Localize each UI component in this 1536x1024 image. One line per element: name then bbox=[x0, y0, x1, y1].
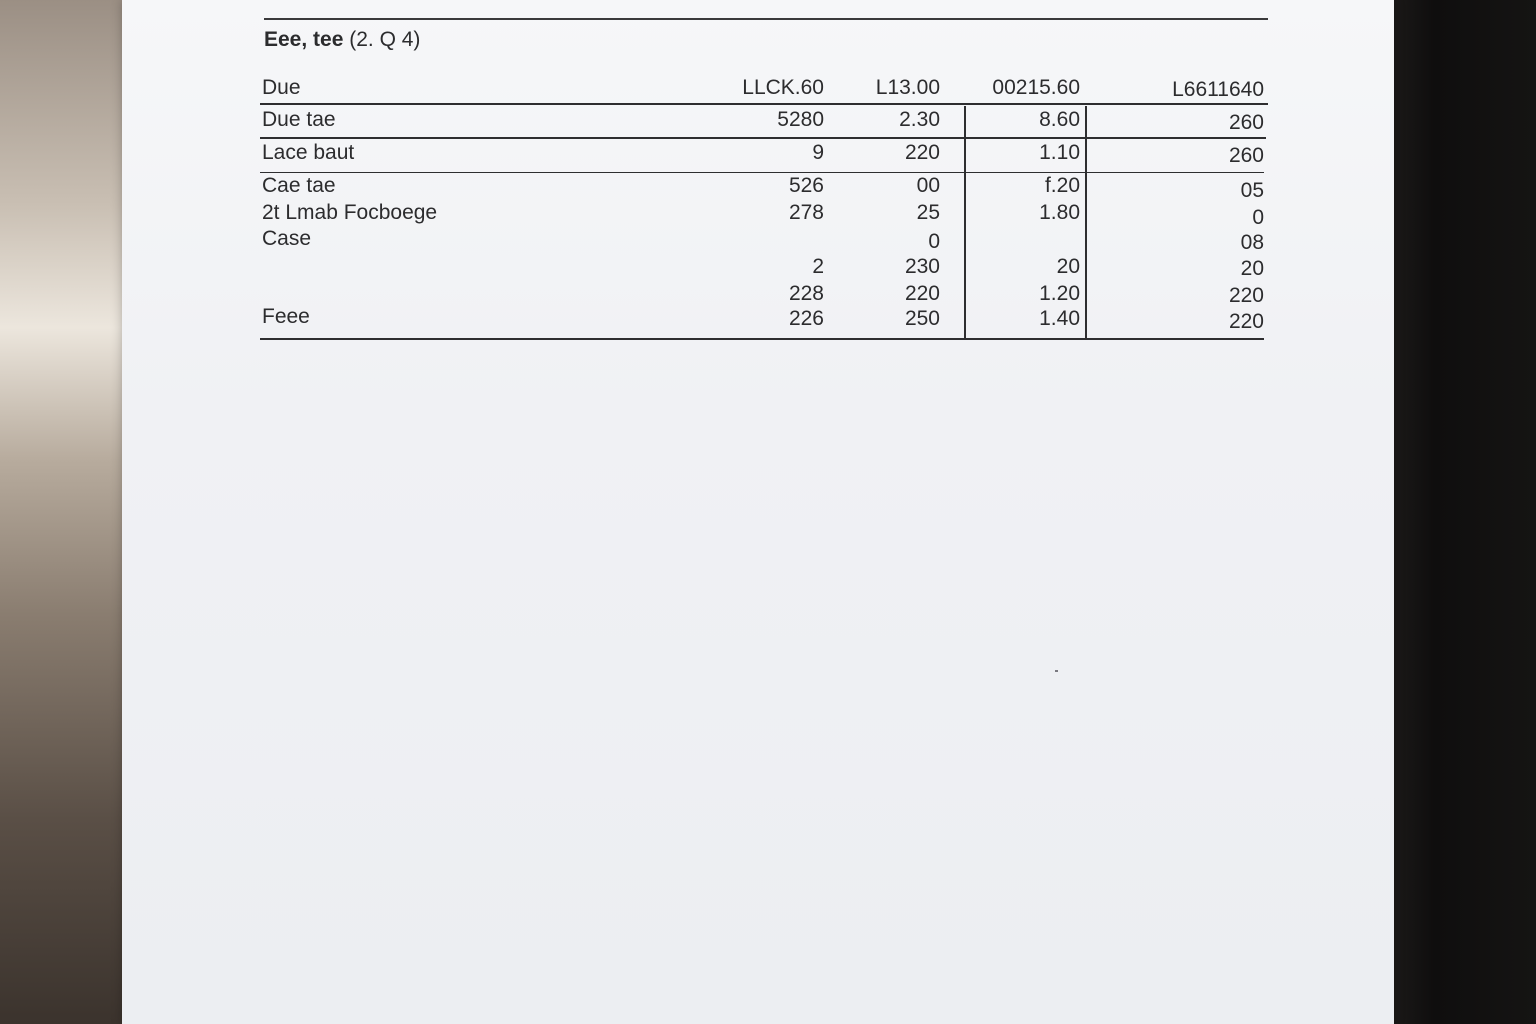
table-cell: 2t Lmab Focboege bbox=[262, 201, 438, 224]
table-cell: 20 bbox=[1056, 255, 1080, 278]
table-cell: 00 bbox=[916, 174, 940, 197]
table-cell: 260 bbox=[1228, 111, 1264, 134]
table-row bbox=[260, 108, 1268, 134]
table-cell: f.20 bbox=[1044, 174, 1080, 197]
table-row bbox=[260, 227, 1268, 253]
table-cell: 230 bbox=[904, 255, 940, 278]
top-rule bbox=[264, 18, 1268, 20]
table-cell: 220 bbox=[1228, 310, 1264, 333]
table-cell: Lace baut bbox=[262, 141, 355, 164]
header-cell: L13.00 bbox=[875, 76, 940, 99]
table-header bbox=[260, 76, 1268, 102]
table-row bbox=[260, 174, 1268, 200]
table-row bbox=[260, 307, 1268, 333]
table-cell: 05 bbox=[1240, 179, 1264, 202]
table-cell: 1.40 bbox=[1039, 307, 1080, 330]
table-cell: 220 bbox=[1228, 284, 1264, 307]
title-rest: (2. Q 4) bbox=[343, 28, 421, 51]
table-cell: 1.80 bbox=[1039, 201, 1080, 224]
table-cell: 220 bbox=[904, 282, 940, 305]
bottom-rule bbox=[260, 338, 1264, 340]
table-row bbox=[260, 201, 1268, 227]
table-cell: 278 bbox=[788, 201, 824, 224]
table-cell: 526 bbox=[788, 174, 824, 197]
table-cell: 0 bbox=[928, 230, 940, 253]
column-rule bbox=[1085, 106, 1087, 339]
column-rule bbox=[964, 106, 966, 339]
row-rule bbox=[260, 172, 1264, 173]
table-cell: 25 bbox=[916, 201, 940, 224]
table-cell: Feee bbox=[262, 305, 310, 328]
background-left bbox=[0, 0, 128, 1024]
document-title bbox=[264, 28, 420, 52]
table-cell: 250 bbox=[904, 307, 940, 330]
table-cell: 220 bbox=[904, 141, 940, 164]
table-cell: 2 bbox=[812, 255, 824, 278]
table-cell: 1.20 bbox=[1039, 282, 1080, 305]
table-cell: 9 bbox=[812, 141, 824, 164]
header-cell: LLCK.60 bbox=[742, 76, 824, 99]
row-rule bbox=[260, 137, 1266, 139]
paper-speck bbox=[1055, 670, 1058, 672]
table-cell: 228 bbox=[788, 282, 824, 305]
header-rule bbox=[260, 103, 1268, 105]
table-cell: 260 bbox=[1228, 144, 1264, 167]
table-row bbox=[260, 282, 1268, 308]
table-cell: 0 bbox=[1252, 206, 1264, 229]
header-cell: L6611640 bbox=[1172, 78, 1264, 101]
table-row bbox=[260, 255, 1268, 281]
table-cell: 2.30 bbox=[899, 108, 940, 131]
header-cell: Due bbox=[262, 76, 301, 99]
table-cell: Cae tae bbox=[262, 174, 336, 197]
table-cell: 5280 bbox=[777, 108, 824, 131]
table-cell: 1.10 bbox=[1039, 141, 1080, 164]
background-right bbox=[1390, 0, 1536, 1024]
table-cell: 20 bbox=[1240, 257, 1264, 280]
table-cell: 08 bbox=[1240, 231, 1264, 254]
table-cell: Due tae bbox=[262, 108, 336, 131]
header-cell: 00215.60 bbox=[992, 76, 1080, 99]
table-cell: 8.60 bbox=[1039, 108, 1080, 131]
table-row bbox=[260, 141, 1268, 167]
title-bold: Eee, tee bbox=[264, 28, 344, 51]
table-cell: 226 bbox=[788, 307, 824, 330]
table-cell: Case bbox=[262, 227, 312, 250]
